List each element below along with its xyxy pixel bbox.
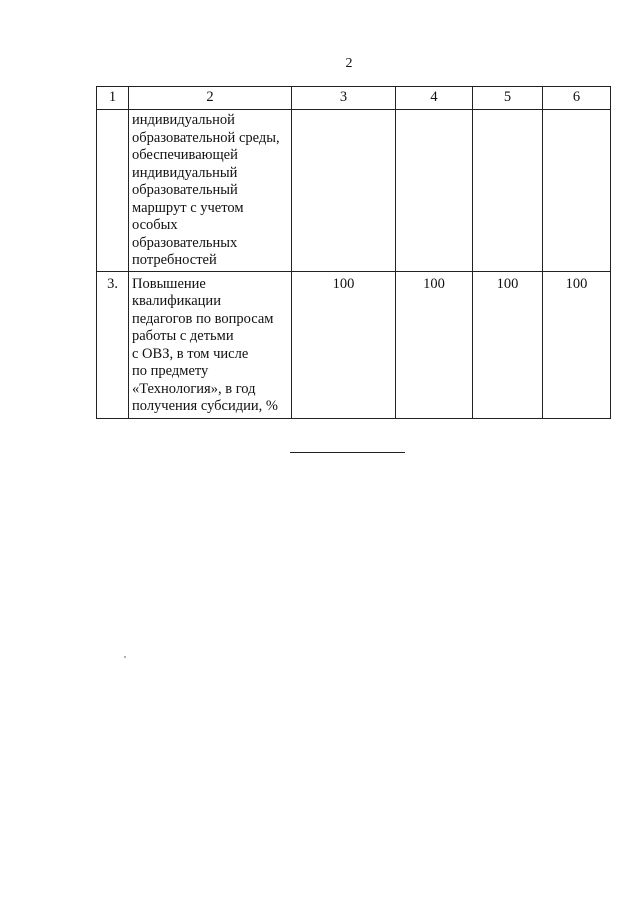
end-of-document-rule [290,452,405,453]
table-row-3 [97,271,611,418]
page-number: 2 [345,56,353,71]
description-line: образовательный [132,182,238,198]
description-line: «Технология», в год [132,380,256,397]
description-line: образовательных [132,234,238,251]
header-col-2: 2 [129,87,292,110]
row-continued-col-6 [543,110,611,272]
description-line: Повышение [132,275,206,292]
description-line: потребностей [132,252,217,268]
description-line: образовательной среды, [132,129,280,146]
row-continued-description [129,110,292,272]
description-line: педагогов по вопросам [132,310,274,327]
row-3-value-col-3: 100 [292,271,396,418]
scan-speck [124,656,126,658]
table-row-continued [97,110,611,272]
description-line: обеспечивающей [132,147,238,163]
description-line: с ОВЗ, в том числе [132,345,249,362]
description-line: работы с детьми [132,328,234,344]
row-3-value-col-6: 100 [543,271,611,418]
indicator-table [96,86,611,419]
row-continued-number-cell [97,110,129,272]
description-line: получения субсидии, % [132,398,278,414]
row-continued-col-3 [292,110,396,272]
description-line: индивидуальной [132,112,235,128]
row-3-value-col-4: 100 [396,271,473,418]
header-col-3: 3 [292,87,396,110]
description-line: по предмету [132,363,209,379]
description-line: индивидуальный [132,164,238,181]
header-col-4: 4 [396,87,473,110]
row-3-description [129,271,292,418]
header-col-6: 6 [543,87,611,110]
description-line: особых [132,217,178,233]
description-line: квалификации [132,293,221,309]
table-header-row [97,87,611,110]
row-continued-col-4 [396,110,473,272]
header-col-1: 1 [97,87,129,110]
row-3-number: 3. [97,271,129,418]
row-3-value-col-5: 100 [473,271,543,418]
header-col-5: 5 [473,87,543,110]
description-line: маршрут с учетом [132,199,244,216]
row-continued-col-5 [473,110,543,272]
